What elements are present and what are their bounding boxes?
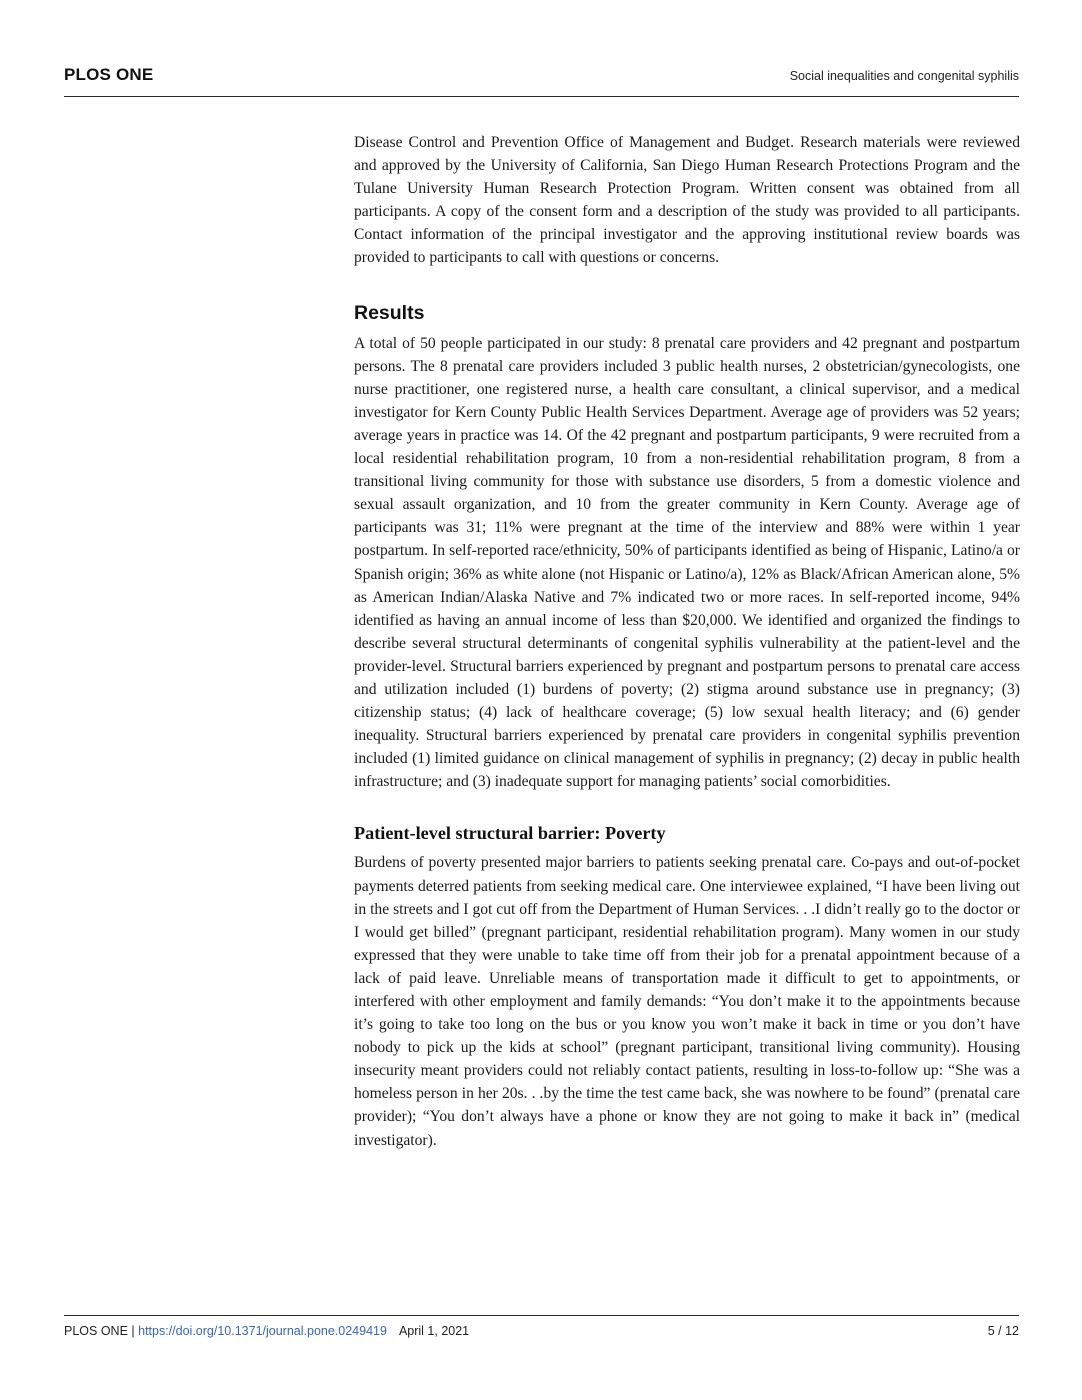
publication-date: April 1, 2021 [398,1324,470,1338]
page-footer [64,1315,1019,1346]
ethics-paragraph: Disease Control and Prevention Office of Management and Budget. Research materials were reviewed and approved by the University of California, San Diego Human Research Protections Program and the Tulane University Human Research Protection Program. Written consent was obtained from all participants. A copy of the consent form and a description of the study was provided to all participants. Contact information of the principal investigator and the approving institutional review boards was provided to participants to call with questions or concerns. [354,134,1020,267]
page-header [64,58,1019,97]
doi-link[interactable]: https://doi.org/10.1371/journal.pone.0249419 [138,1324,387,1338]
poverty-heading: Patient-level structural barrier: Poverty [354,823,666,844]
journal-logo: PLOS ONE [64,65,154,84]
page-number: 5 / 12 [987,1324,1019,1338]
results-heading: Results [354,301,425,324]
footer-separator: | [127,1324,139,1338]
footer-journal: PLOS ONE [64,1324,128,1338]
results-paragraph: A total of 50 people participated in our study: 8 prenatal care providers and 42 pregnant and postpartum persons. The 8 prenatal care providers included 3 public health nurses, 2 obstetrician/gynecologists, one nurse practitioner, one registered nurse, a health care consultant, a clinical supervisor, and a medical investigator for Kern County Public Health Services Department. Average age of providers was 52 years; average years in practice was 14. Of the 42 pregnant and postpartum participants, 9 were recruited from a local residential rehabilitation program, 10 from a non-residential rehabilitation program, 8 from a transitional living community for those with substance use disorders, 5 from a domestic violence and sexual assault organization, and 10 from the greater community in Kern County. Average age of participants was 31; 11% were pregnant at the time of the interview and 88% were within 1 year postpartum. In self-reported race/ethnicity, 50% of participants identified as being of Hispanic, Latino/a or Spanish origin; 36% as white alone (not Hispanic or Latino/a), 12% as Black/African American alone, 5% as American Indian/Alaska Native and 7% indicated two or more races. In self-reported income, 94% identified as having an annual income of less than $20,000. We identified and organized the findings to describe several structural determinants of congenital syphilis vulnerability at the patient-level and the provider-level. Structural barriers experienced by pregnant and postpartum persons to prenatal care access and utilization included (1) burdens of poverty; (2) stigma around substance use in pregnancy; (3) citizenship status; (4) lack of healthcare coverage; (5) low sexual health literacy; and (6) gender inequality. Structural barriers experienced by prenatal care providers in congenital syphilis prevention included (1) limited guidance on clinical management of syphilis in pregnancy; (2) decay in public health infrastructure; and (3) inadequate support for managing patients’ social comorbidities. [354,334,1020,791]
footer-citation [64,1324,469,1338]
article-body [354,131,1020,1152]
poverty-paragraph: Burdens of poverty presented major barriers to patients seeking prenatal care. Co-pays and out-of-pocket payments deterred patients from seeking medical care. One interviewee explained, “I have been living out in the streets and I got cut off from the Department of Human Services. . .I didn’t really go to the doctor or I would get billed” (pregnant participant, residential rehabilitation program). Many women in our study expressed that they were unable to take time off from their job for a prenatal appointment because of a lack of paid leave. Unreliable means of transportation made it difficult to get to appointments, or interfered with other employment and family demands: “You don’t make it to the appointments because it’s going to take too long on the bus or you know you won’t make it back in time or you don’t have nobody to pick up the kids at school” (pregnant participant, transitional living community). Housing insecurity meant providers could not reliably contact patients, resulting in loss-to-follow up: “She was a homeless person in her 20s. . .by the time the test came back, she was nowhere to be found” (prenatal care provider); “You don’t always have a phone or know they are not going to make it back in” (medical investigator). [354,854,1020,1149]
running-title: Social inequalities and congenital syphilis [789,69,1019,83]
